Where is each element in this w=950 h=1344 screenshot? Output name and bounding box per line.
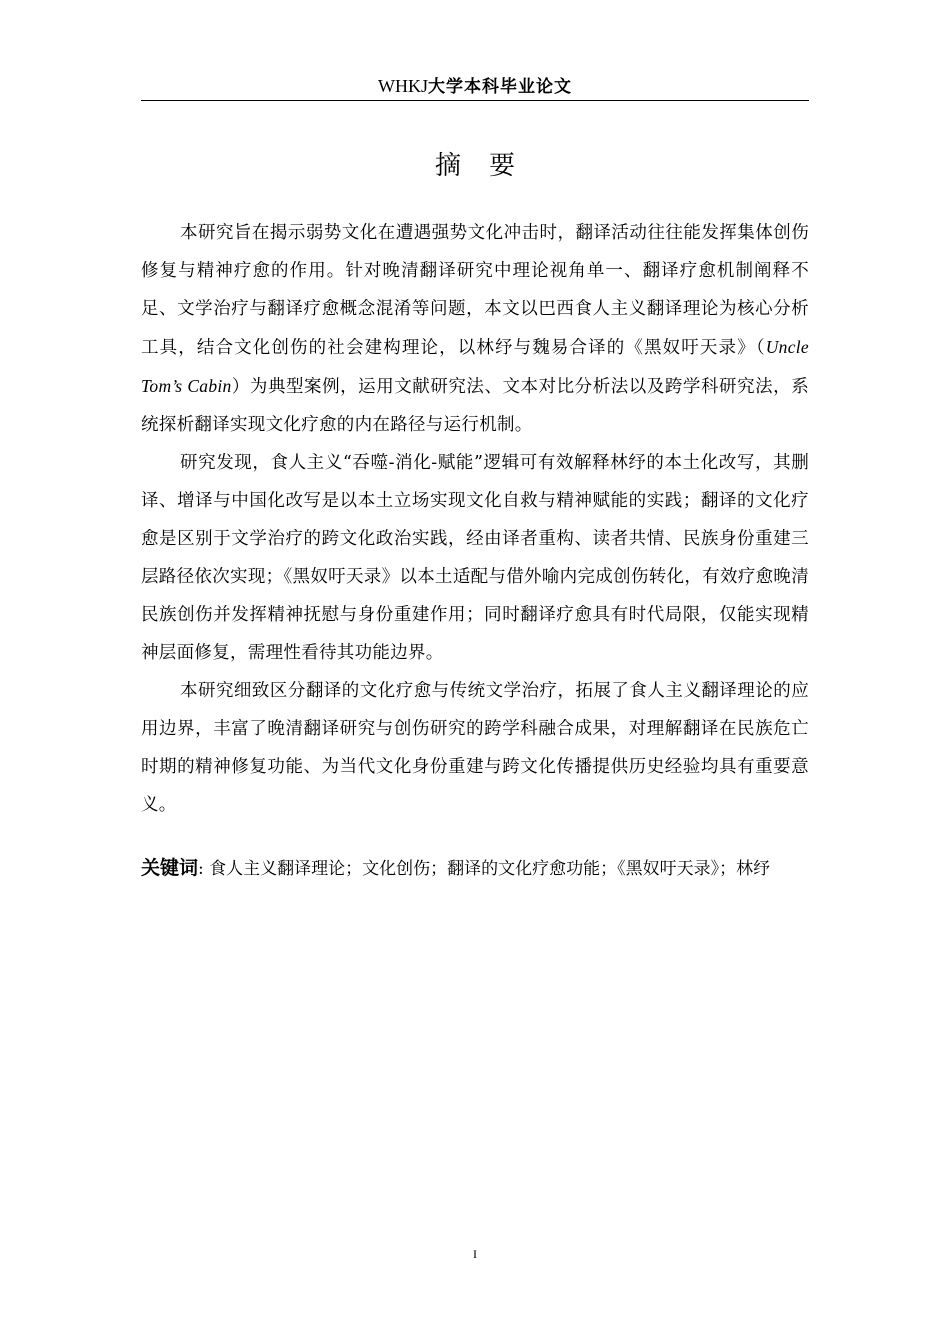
abstract-paragraph-1 xyxy=(141,214,809,444)
running-header xyxy=(141,72,809,101)
abstract-title: 摘要 xyxy=(434,151,543,181)
abstract-body xyxy=(141,214,809,824)
keywords xyxy=(141,848,809,889)
keywords-label: 关键词 xyxy=(141,857,199,879)
english-book-title: Uncle Tom’s Cabin xyxy=(141,337,809,396)
document-type: 大学本科毕业论文 xyxy=(428,77,572,97)
keywords-list: 食人主义翻译理论；文化创伤；翻译的文化疗愈功能；《黑奴吁天录》；林纾 xyxy=(209,859,771,879)
abstract-paragraph-1-part-a: 本研究旨在揭示弱势文化在遭遇强势文化冲击时，翻译活动往往能发挥集体创伤修复与精神疗愈的作用。针对晚清翻译研究中理论视角单一、翻译疗愈机制阐释不足、文学治疗与翻译疗愈概念混淆等问题，本文以巴西食人主义翻译理论为核心分析工具，结合文化创伤的社会建构理论，以林纾与魏易合译的《黑奴吁天录》（ xyxy=(141,223,809,358)
page-number: I xyxy=(473,1247,477,1261)
keywords-separator: : xyxy=(198,859,204,879)
abstract-paragraph-3: 本研究细致区分翻译的文化疗愈与传统文学治疗，拓展了食人主义翻译理论的应用边界，丰富了晚清翻译研究与创伤研究的跨学科融合成果，对理解翻译在民族危亡时期的精神修复功能、为当代文化身份重建与跨文化传播提供历史经验均具有重要意义。 xyxy=(141,681,809,815)
abstract-paragraph-2: 研究发现，食人主义“吞噬-消化-赋能”逻辑可有效解释林纾的本土化改写，其删译、增译与中国化改写是以本土立场实现文化自救与精神赋能的实践；翻译的文化疗愈是区别于文学治疗的跨文化政治实践，经由译者重构、读者共情、民族身份重建三层路径依次实现；《黑奴吁天录》以本土适配与借外喻内完成创伤转化，有效疗愈晚清民族创伤并发挥精神抚慰与身份重建作用；同时翻译疗愈具有时代局限，仅能实现精神层面修复，需理性看待其功能边界。 xyxy=(141,453,809,663)
abstract-paragraph-1-part-b: ）为典型案例，运用文献研究法、文本对比分析法以及跨学科研究法，系统探析翻译实现文化疗愈的内在路径与运行机制。 xyxy=(141,377,809,435)
school-code: WHKJ xyxy=(378,76,428,96)
